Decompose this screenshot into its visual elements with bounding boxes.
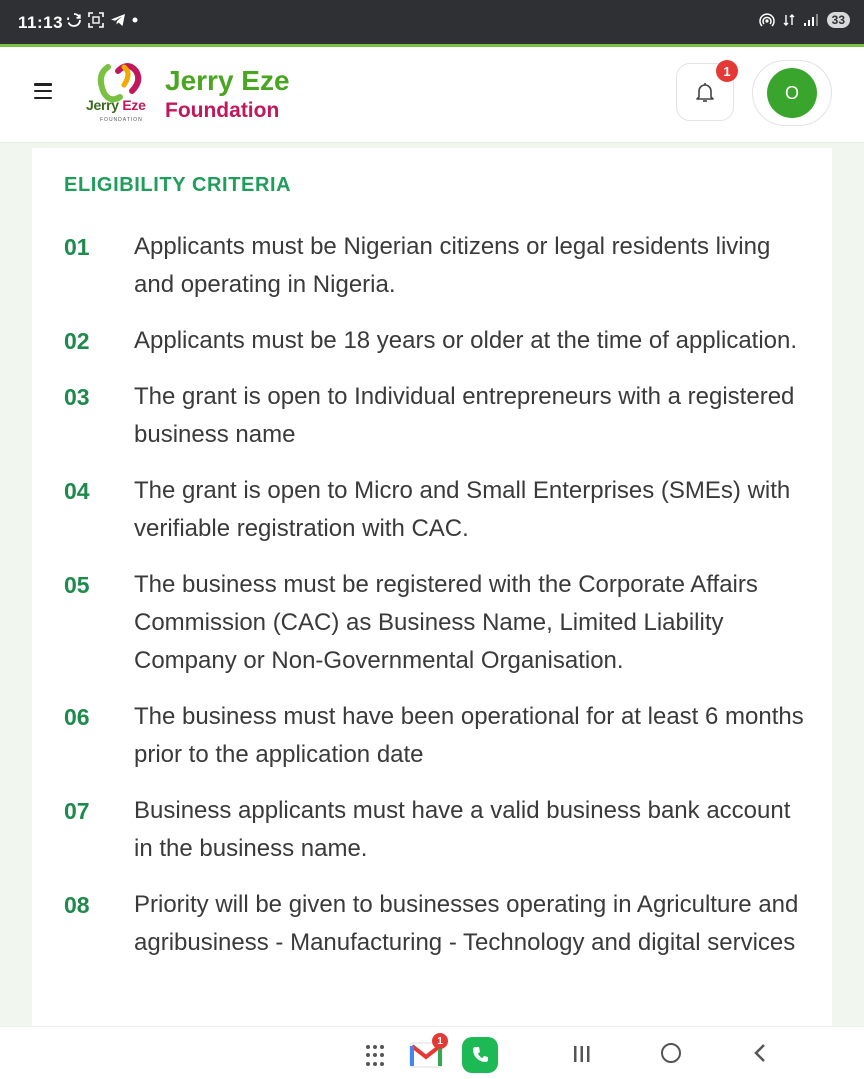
data-icon	[783, 12, 795, 28]
phone-icon	[470, 1045, 490, 1065]
status-right-icons	[759, 12, 850, 28]
item-text: Applicants must be 18 years or older at the time of application.	[134, 327, 798, 354]
list-item	[32, 228, 832, 304]
menu-icon[interactable]	[34, 83, 52, 99]
notification-badge: 1	[716, 60, 738, 82]
brand-name[interactable]: Jerry Eze	[165, 65, 290, 96]
status-left-icons	[66, 12, 138, 28]
list-item	[32, 792, 832, 868]
system-nav-bar	[0, 1026, 864, 1079]
status-time: 11:13	[18, 13, 64, 32]
item-number: 07	[64, 798, 90, 824]
item-text: Applicants must be Nigerian citizens or legal residents living and operating in Nigeria.	[134, 233, 771, 298]
criteria-list	[32, 228, 832, 980]
list-item	[32, 322, 832, 360]
item-text: The grant is open to Micro and Small Enterprises (SMEs) with verifiable registration with CAC.	[134, 477, 791, 542]
item-number: 06	[64, 704, 90, 730]
hotspot-icon	[759, 12, 775, 28]
list-item	[32, 698, 832, 774]
profile-button[interactable]	[752, 60, 832, 126]
signal-icon	[803, 13, 819, 27]
item-number: 03	[64, 384, 90, 410]
item-text: Business applicants must have a valid business bank account in the business name.	[134, 797, 791, 862]
sync-icon	[66, 12, 82, 28]
list-item	[32, 378, 832, 454]
avatar: O	[767, 68, 817, 118]
item-text: The business must have been operational for at least 6 months prior to the application date	[134, 703, 804, 768]
logo-foundation-text: FOUNDATION	[100, 117, 143, 123]
app-drawer-icon[interactable]	[366, 1045, 388, 1067]
back-icon[interactable]	[752, 1043, 768, 1063]
list-item	[32, 566, 832, 680]
list-item	[32, 886, 832, 962]
item-number: 01	[64, 234, 90, 260]
battery-indicator: 33	[827, 12, 850, 28]
eligibility-card	[32, 148, 832, 1026]
section-title: ELIGIBILITY CRITERIA	[64, 174, 292, 196]
item-number: 02	[64, 328, 90, 354]
list-item	[32, 472, 832, 548]
dot-icon	[132, 17, 138, 23]
home-icon[interactable]	[661, 1043, 681, 1063]
item-text: The business must be registered with the Corporate Affairs Commission (CAC) as Business Name, Limited Liability Company or Non-Governmental Organisation.	[134, 571, 758, 674]
logo-wordmark: Jerry Eze	[86, 97, 146, 113]
status-bar	[0, 0, 864, 44]
telegram-icon	[110, 12, 126, 28]
screenshot-icon	[88, 12, 104, 28]
item-number: 04	[64, 478, 90, 504]
gmail-badge: 1	[432, 1033, 448, 1049]
item-text: Priority will be given to businesses operating in Agriculture and agribusiness - Manufacturing - Technology and digital services	[134, 891, 799, 956]
phone-app-icon[interactable]	[462, 1037, 498, 1073]
app-header	[0, 47, 864, 143]
bell-icon	[693, 80, 717, 104]
item-text: The grant is open to Individual entrepreneurs with a registered business name	[134, 383, 795, 448]
brand-subtitle[interactable]: Foundation	[165, 99, 280, 122]
recent-apps-icon[interactable]	[572, 1045, 592, 1063]
item-number: 05	[64, 572, 90, 598]
item-number: 08	[64, 892, 90, 918]
